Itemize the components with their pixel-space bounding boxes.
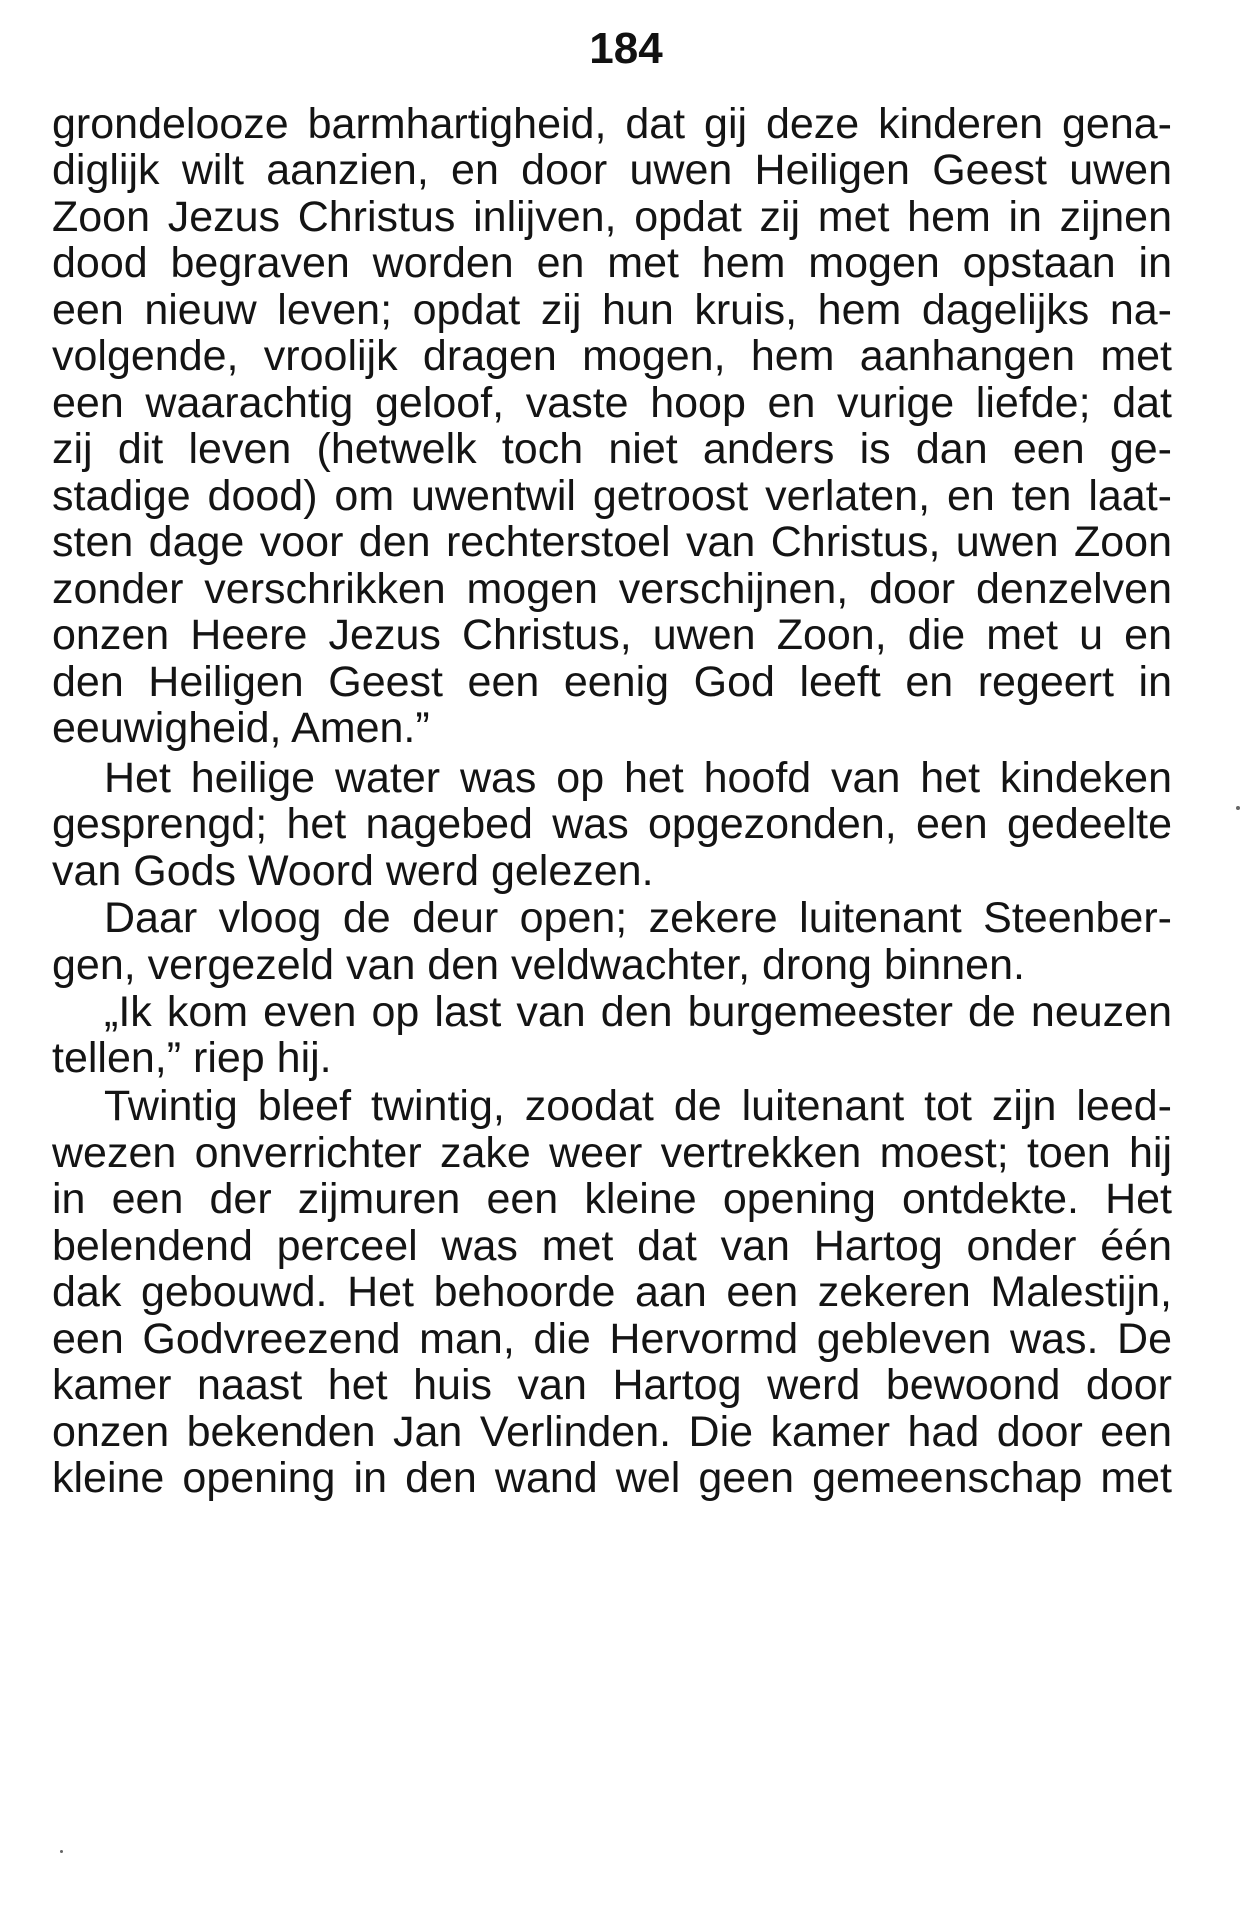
text-line: onzen Heere Jezus Christus, uwen Zoon, die met u en: [52, 611, 1172, 659]
text-line: Daar vloog de deur open; zekere luitenant Steenber-: [104, 894, 1172, 942]
print-speck: [60, 1850, 63, 1853]
text-line: „Ik kom even op last van den burgemeester de neuzen: [104, 988, 1172, 1036]
text-line: sten dage voor den rechterstoel van Christus, uwen Zoon: [52, 518, 1172, 566]
text-line: van Gods Woord werd gelezen.: [52, 847, 654, 895]
text-line: Twintig bleef twintig, zoodat de luitenant tot zijn leed-: [104, 1082, 1172, 1130]
print-speck: [1236, 806, 1240, 810]
text-line: volgende, vroolijk dragen mogen, hem aanhangen met: [52, 332, 1172, 380]
text-line: zonder verschrikken mogen verschijnen, door denzelven: [52, 565, 1172, 613]
text-line: kamer naast het huis van Hartog werd bewoond door: [52, 1361, 1172, 1409]
text-line: een Godvreezend man, die Hervormd gebleven was. De: [52, 1315, 1172, 1363]
text-line: in een der zijmuren een kleine opening ontdekte. Het: [52, 1175, 1172, 1223]
text-line: grondelooze barmhartigheid, dat gij deze kinderen gena-: [52, 100, 1172, 148]
text-line: den Heiligen Geest een eenig God leeft en regeert in: [52, 658, 1172, 706]
text-line: onzen bekenden Jan Verlinden. Die kamer had door een: [52, 1408, 1172, 1456]
text-line: gen, vergezeld van den veldwachter, drong binnen.: [52, 941, 1025, 989]
text-line: Zoon Jezus Christus inlijven, opdat zij met hem in zijnen: [52, 193, 1172, 241]
text-line: stadige dood) om uwentwil getroost verlaten, en ten laat-: [52, 472, 1172, 520]
text-line: zij dit leven (hetwelk toch niet anders is dan een ge-: [52, 425, 1172, 473]
page-number: 184: [589, 24, 663, 73]
text-line: dak gebouwd. Het behoorde aan een zekeren Malestijn,: [52, 1268, 1172, 1316]
text-line: wezen onverrichter zake weer vertrekken moest; toen hij: [52, 1129, 1172, 1177]
text-line: diglijk wilt aanzien, en door uwen Heiligen Geest uwen: [52, 146, 1172, 194]
text-line: kleine opening in den wand wel geen gemeenschap met: [52, 1454, 1172, 1502]
text-line: een waarachtig geloof, vaste hoop en vurige liefde; dat: [52, 379, 1172, 427]
text-line: Het heilige water was op het hoofd van het kindeken: [104, 754, 1172, 802]
text-line: dood begraven worden en met hem mogen opstaan in: [52, 239, 1172, 287]
text-line: eeuwigheid, Amen.”: [52, 704, 430, 752]
text-line: gesprengd; het nagebed was opgezonden, een gedeelte: [52, 800, 1172, 848]
text-line: een nieuw leven; opdat zij hun kruis, hem dagelijks na-: [52, 286, 1172, 334]
text-line: belendend perceel was met dat van Hartog onder één: [52, 1222, 1172, 1270]
text-line: tellen,” riep hij.: [52, 1034, 332, 1082]
